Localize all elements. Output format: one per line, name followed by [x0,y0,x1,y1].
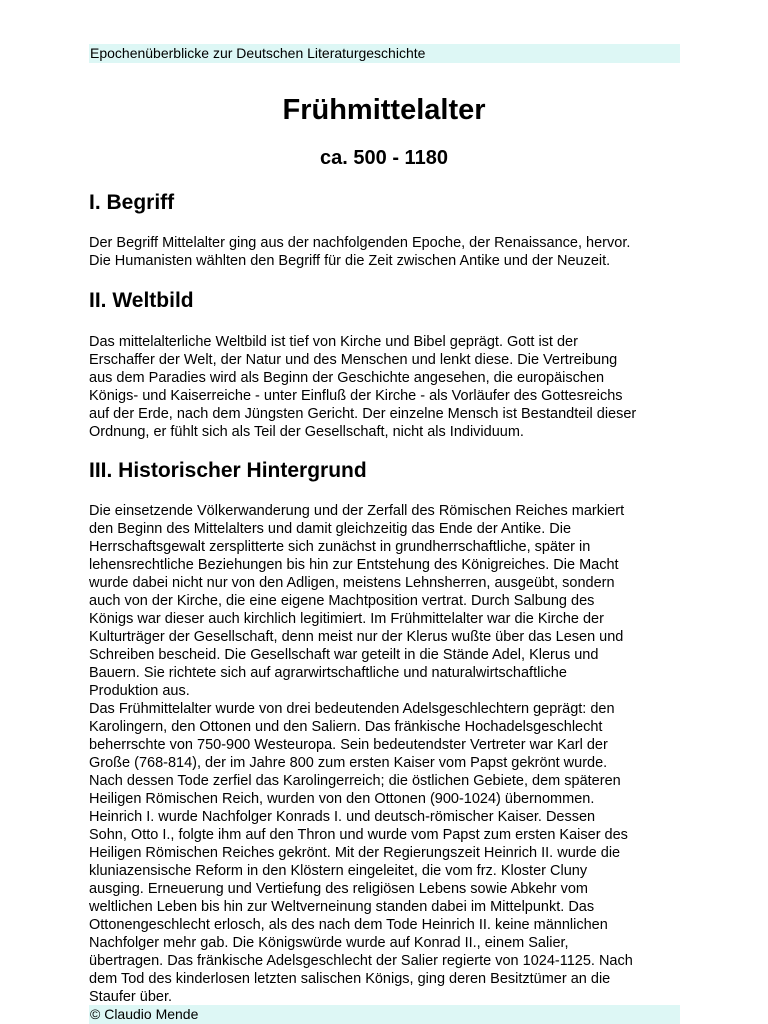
text-line: Ordnung, er fühlt sich als Teil der Gesellschaft, nicht als Individuum. [89,424,524,440]
text-line: Königs war dieser auch kirchlich legitimiert. Im Frühmittelalter war die Kirche der [89,611,604,627]
text-line: aus dem Paradies wird als Beginn der Geschichte angesehen, die europäischen [89,370,605,386]
text-line: Schreiben bescheid. Die Gesellschaft war geteilt in die Stände Adel, Klerus und [89,647,599,663]
text-line: kluniazensische Reform in den Klöstern eingeleitet, die vom frz. Kloster Cluny [89,863,588,879]
text-line: dem Tod des kinderlosen letzten salischen Königs, ging deren Besitztümer an die [89,971,611,987]
text-line: Heiligen Römischen Reiches gekrönt. Mit der Regierungszeit Heinrich II. wurde die [89,845,621,861]
text-line: weltlichen Leben bis hin zur Weltverneinung standen dabei im Mittelpunkt. Das [89,899,595,915]
section-body-historischer-hintergrund [89,502,679,1006]
text-line: beherrschte von 750-900 Westeuropa. Sein bedeutendster Vertreter war Karl der [89,737,608,753]
text-line: Herrschaftsgewalt zersplitterte sich zunächst in grundherrschaftliche, später in [89,539,591,555]
text-line: Kulturträger der Gesellschaft, denn meist nur der Klerus wußte über das Lesen und [89,629,624,645]
text-line: Heiligen Römischen Reich, wurden von den Ottonen (900-1024) übernommen. [89,791,595,807]
text-line: übertragen. Das fränkische Adelsgeschlecht der Salier regierte von 1024-1125. Nach [89,953,633,969]
page-header [89,44,680,63]
text-line: auf der Erde, nach dem Jüngsten Gericht. Der einzelne Mensch ist Bestandteil dieser [89,406,637,422]
section-body-begriff [89,234,679,270]
section-body-weltbild [89,333,679,441]
page-footer [89,1005,680,1024]
text-line: Bauern. Sie richtete sich auf agrarwirtschaftliche und naturalwirtschaftliche [89,665,567,681]
text-line: Nachfolger mehr gab. Die Königswürde wurde auf Konrad II., einem Salier, [89,935,569,951]
text-line: wurde dabei nicht nur von den Adligen, meistens Lehnsherren, ausgeübt, sondern [89,575,615,591]
text-line: ausging. Erneuerung und Vertiefung des religiösen Lebens sowie Abkehr vom [89,881,588,897]
text-line: Sohn, Otto I., folgte ihm auf den Thron und wurde vom Papst zum ersten Kaiser des [89,827,628,843]
text-line: Die einsetzende Völkerwanderung und der Zerfall des Römischen Reiches markiert [89,503,625,519]
document-title: Frühmittelalter [282,94,486,126]
text-line: Erschaffer der Welt, der Natur und des Menschen und lenkt diese. Die Vertreibung [89,352,618,368]
text-line: Produktion aus. [89,683,190,699]
text-line: Das mittelalterliche Weltbild ist tief von Kirche und Bibel geprägt. Gott ist der [89,334,578,350]
header-text: Epochenüberblicke zur Deutschen Literaturgeschichte [90,45,426,61]
text-line: auch von der Kirche, die eine eigene Machtposition vertrat. Durch Salbung des [89,593,595,609]
footer-text: © Claudio Mende [90,1006,199,1022]
text-line: Königs- und Kaiserreiche - unter Einfluß der Kirche - als Vorläufer des Gottesreichs [89,388,623,404]
text-line: Ottonengeschlecht erlosch, als des nach dem Tode Heinrich II. keine männlichen [89,917,608,933]
section-heading-historischer-hintergrund: III. Historischer Hintergrund [89,459,367,482]
text-line: lehensrechtliche Beziehungen bis hin zur Entstehung des Königreiches. Die Macht [89,557,619,573]
text-line: Der Begriff Mittelalter ging aus der nachfolgenden Epoche, der Renaissance, hervor. [89,235,631,251]
document-subtitle: ca. 500 - 1180 [320,147,448,169]
section-heading-weltbild: II. Weltbild [89,289,194,312]
text-line: Das Frühmittelalter wurde von drei bedeutenden Adelsgeschlechtern geprägt: den [89,701,615,717]
text-line: Heinrich I. wurde Nachfolger Konrads I. und deutsch-römischer Kaiser. Dessen [89,809,596,825]
text-line: Karolingern, den Ottonen und den Saliern. Das fränkische Hochadelsgeschlecht [89,719,603,735]
text-line: Große (768-814), der im Jahre 800 zum ersten Kaiser vom Papst gekrönt wurde. [89,755,608,771]
section-heading-begriff: I. Begriff [89,191,175,214]
text-line: den Beginn des Mittelalters und damit gleichzeitig das Ende der Antike. Die [89,521,572,537]
text-line: Nach dessen Tode zerfiel das Karolingerreich; die östlichen Gebiete, dem späteren [89,773,621,789]
text-line: Staufer über. [89,989,173,1005]
text-line: Die Humanisten wählten den Begriff für die Zeit zwischen Antike und der Neuzeit. [89,253,611,269]
